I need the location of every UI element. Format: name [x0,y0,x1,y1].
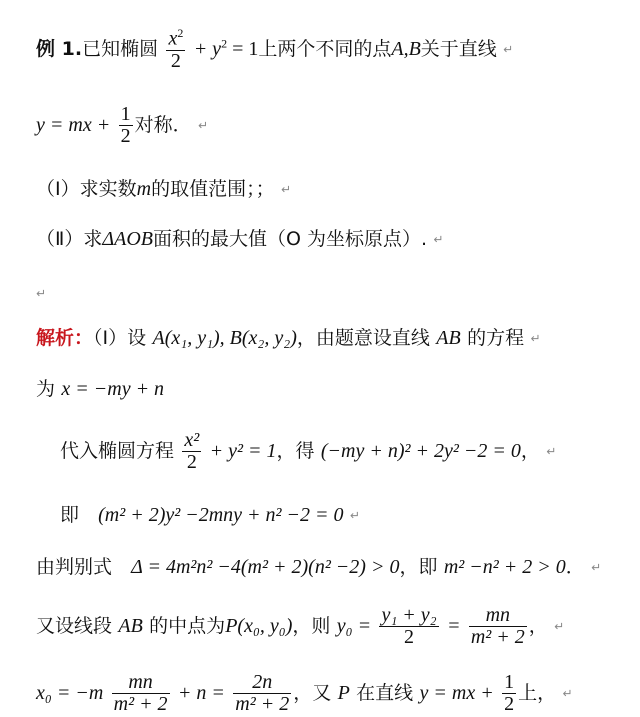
substituted-equation: (−my + n)² + 2y² −2 = 0 [320,440,521,462]
question-part-1: （Ⅰ）求实数m的取值范围；； ↵ [36,178,291,200]
solution-label: 解析： [36,327,94,349]
paragraph-mark: ↵ [433,232,444,247]
line-eq-lhs: y = mx + [36,114,111,136]
discriminant-line: 由判别式 Δ = 4m²n² −4(m² + 2)(n² −2) > 0，即 m² −n² + 2 > 0． ↵ [36,556,602,578]
half-fraction: $\frac{1}{2}$ [120,103,131,147]
solution-line: 解析：（Ⅰ）设 A(x₁, y₁), B(x₂, y₂)，由题意设直线 AB 的方程 ↵ [36,327,541,349]
line-eq-tail: 对称． [134,114,192,136]
x0-fraction-1: $\frac{mn}{\text{m² + 2}}$ [113,671,168,715]
paragraph-mark: ↵ [530,331,541,346]
example-label: 例 1. [36,37,83,60]
paragraph-mark: ↵ [280,182,291,197]
x0-line: x₀ = −m $\frac{mn}{\text{m² + 2}}$ + n = $\frac{2n}{\text{m² + 2}}$ ，又 P 在直线 y = mx + $\frac{1}{2}$ 上， ↵ [36,671,573,715]
paragraph-mark: ↵ [197,118,208,133]
midpoint-p: P(x₀, y₀) [225,615,293,637]
paragraph-mark: ↵ [546,444,557,459]
paragraph-mark: ↵ [562,686,573,701]
paragraph-mark: ↵ [554,619,565,634]
ellipse-eq-tail: + $y^2 = 1$ [193,36,259,60]
quadratic-equation: (m² + 2)y² −2mny + n² −2 = 0 [98,504,344,526]
line-form: 为 x = −my + n [36,378,165,400]
question-part-2: （Ⅱ）求ΔAOB面积的最大值（O 为坐标原点）. ↵ [36,228,444,250]
x0-fraction-2: $\frac{2n}{\text{m² + 2}}$ [235,671,290,715]
example-statement [36,27,513,72]
empty-line [36,282,46,302]
discriminant-result: m² −n² + 2 > 0 [443,556,566,578]
substitute-line: 代入椭圆方程 $\frac{\text{x²}}{2}$ + y² = 1，得 (−my + n)² + 2y² −2 = 0， ↵ [60,429,557,473]
points-ab: A,B [391,37,421,60]
line-equation [36,104,208,147]
x0-fraction-3: $\frac{1}{2}$ [504,671,515,715]
paragraph-mark: ↵ [349,508,360,523]
y-sum-fraction: $\frac{\text{y₁ + y₂}}{2}$ [381,604,437,648]
example-text-2: 上两个不同的点 [258,37,392,60]
mn-fraction: $\frac{mn}{\text{m² + 2}}$ [470,604,525,648]
ellipse-fraction-2: $\frac{\text{x²}}{2}$ [184,429,200,473]
discriminant-eq: Δ = 4m²n² −4(m² + 2)(n² −2) > 0 [131,556,400,578]
midpoint-line: 又设线段 AB 的中点为P(x₀, y₀)，则 y₀ = $\frac{\text{y₁ + y₂}}{2}$ = $\frac{mn}{\text{m² + 2}}$ ， ↵ [36,604,565,648]
paragraph-mark: ↵ [36,286,47,301]
ellipse-fraction: $\frac{x^2}{2}$ [168,26,184,72]
example-text-1: 已知椭圆 [82,37,159,60]
example-text-3: 关于直线 [420,37,497,60]
namely-line: 即 (m² + 2)y² −2mny + n² −2 = 0 ↵ [60,504,360,526]
line-form-eq: x = −my + n [61,378,165,400]
paragraph-mark: ↵ [591,560,602,575]
var-m: m [136,178,152,200]
triangle-aob: ΔAOB [102,228,153,250]
points-coords: A(x₁, y₁), B(x₂, y₂) [152,327,297,349]
paragraph-mark: ↵ [503,42,514,57]
